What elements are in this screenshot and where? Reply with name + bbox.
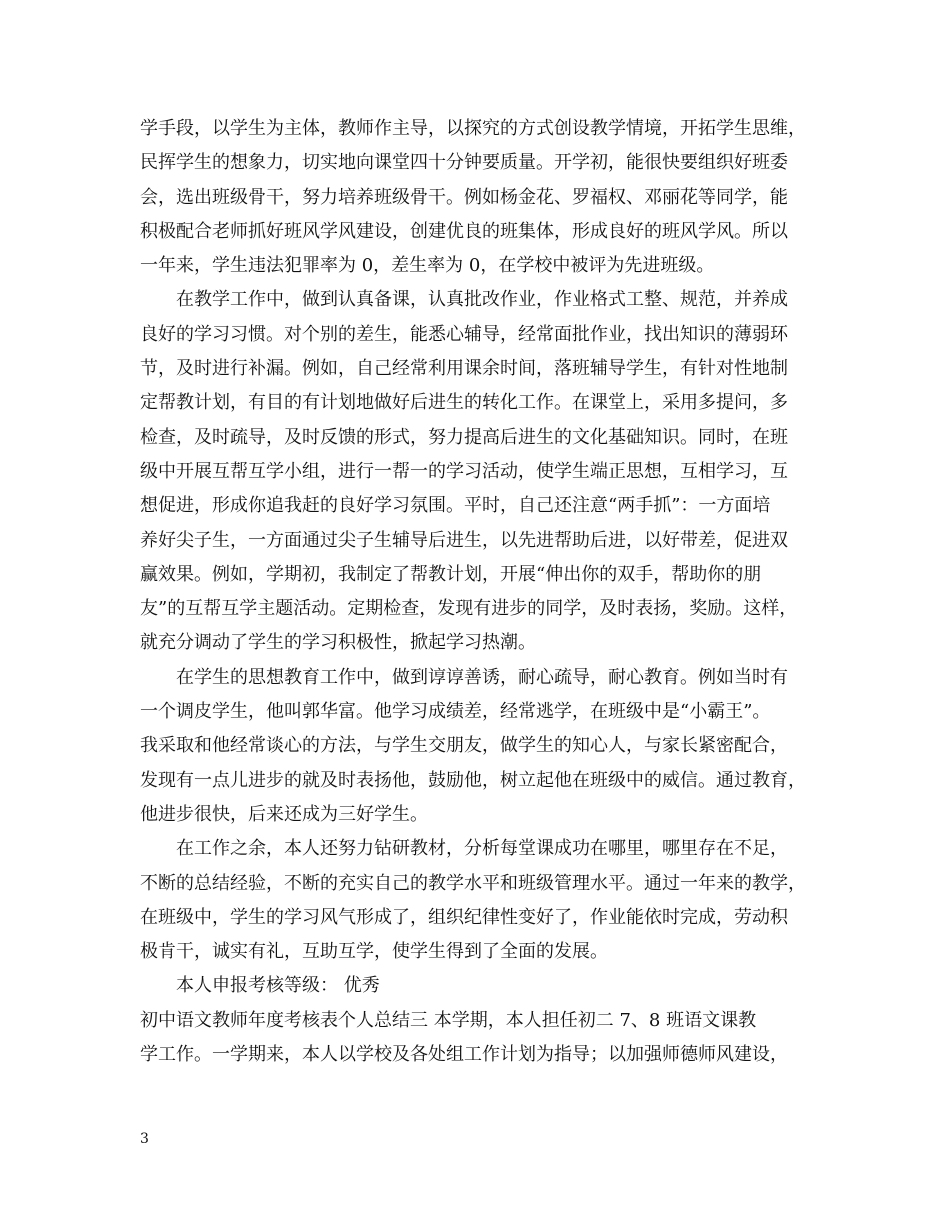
text-line: 学工作。一学期来，本人以学校及各处组工作计划为指导；以加强师德师风建设， xyxy=(140,1044,788,1066)
text-line: 养好尖子生，一方面通过尖子生辅导后进生，以先进帮助后进，以好带差，促进双 xyxy=(140,529,788,551)
text-line: 一个调皮学生，他叫郭华富。他学习成绩差，经常逃学，在班级中是“小霸王”。 xyxy=(140,701,771,723)
text-line: 检查，及时疏导，及时反馈的形式，努力提高后进生的文化基础知识。同时，在班 xyxy=(140,426,788,448)
text-line: 良好的学习习惯。对个别的差生，能悉心辅导，经常面批作业，找出知识的薄弱环 xyxy=(140,323,788,345)
text-line: 想促进，形成你追我赶的良好学习氛围。平时，自己还注意“两手抓”：一方面培 xyxy=(140,495,771,517)
text-line: 会，选出班级骨干，努力培养班级骨干。例如杨金花、罗福权、邓丽花等同学，能 xyxy=(140,186,788,208)
text-line: 积极配合老师抓好班风学风建设，创建优良的班集体，形成良好的班风学风。所以 xyxy=(140,220,788,242)
text-line: 极肯干，诚实有礼，互助互学，使学生得到了全面的发展。 xyxy=(140,941,608,963)
page-number: 3 xyxy=(140,1131,149,1147)
text-line: 定帮教计划，有目的有计划地做好后进生的转化工作。在课堂上，采用多提问，多 xyxy=(140,392,788,414)
text-line: 友”的互帮互学主题活动。定期检查，发现有进步的同学，及时表扬，奖励。这样， xyxy=(140,598,798,620)
text-line: 初中语文教师年度考核表个人总结三 本学期，本人担任初二 7、8 班语文课教 xyxy=(140,1009,757,1031)
text-line: 我采取和他经常谈心的方法，与学生交朋友，做学生的知心人，与家长紧密配合， xyxy=(140,735,788,757)
paragraph-first-line: 本人申报考核等级： 优秀 xyxy=(176,975,380,997)
text-line: 级中开展互帮互学小组，进行一帮一的学习活动，使学生端正思想，互相学习，互 xyxy=(140,460,788,482)
text-line: 赢效果。例如，学期初，我制定了帮教计划，开展“伸出你的双手，帮助你的朋 xyxy=(140,563,762,585)
text-line: 不断的总结经验，不断的充实自己的教学水平和班级管理水平。通过一年来的教学， xyxy=(140,872,806,894)
text-line: 在班级中，学生的学习风气形成了，组织纪律性变好了，作业能依时完成，劳动积 xyxy=(140,906,788,928)
text-line: 民挥学生的想象力，切实地向课堂四十分钟要质量。开学初，能很快要组织好班委 xyxy=(140,152,788,174)
text-line: 节，及时进行补漏。例如，自己经常利用课余时间，落班辅导学生，有针对性地制 xyxy=(140,358,788,380)
text-line: 一年来，学生违法犯罪率为 0，差生率为 0，在学校中被评为先进班级。 xyxy=(140,255,715,277)
text-line: 他进步很快，后来还成为三好学生。 xyxy=(140,803,428,825)
text-line: 学手段，以学生为主体，教师作主导，以探究的方式创设教学情境，开拓学生思维， xyxy=(140,118,806,139)
text-line: 发现有一点儿进步的就及时表扬他，鼓励他，树立起他在班级中的威信。通过教育， xyxy=(140,769,806,791)
paragraph-first-line: 在教学工作中，做到认真备课，认真批改作业，作业格式工整、规范，并养成 xyxy=(176,289,788,311)
paragraph-first-line: 在学生的思想教育工作中，做到谆谆善诱，耐心疏导，耐心教育。例如当时有 xyxy=(176,666,788,688)
text-line: 就充分调动了学生的学习积极性，掀起学习热潮。 xyxy=(140,632,536,654)
paragraph-first-line: 在工作之余，本人还努力钻研教材，分析每堂课成功在哪里，哪里存在不足， xyxy=(176,838,788,860)
body-text xyxy=(140,112,820,1072)
